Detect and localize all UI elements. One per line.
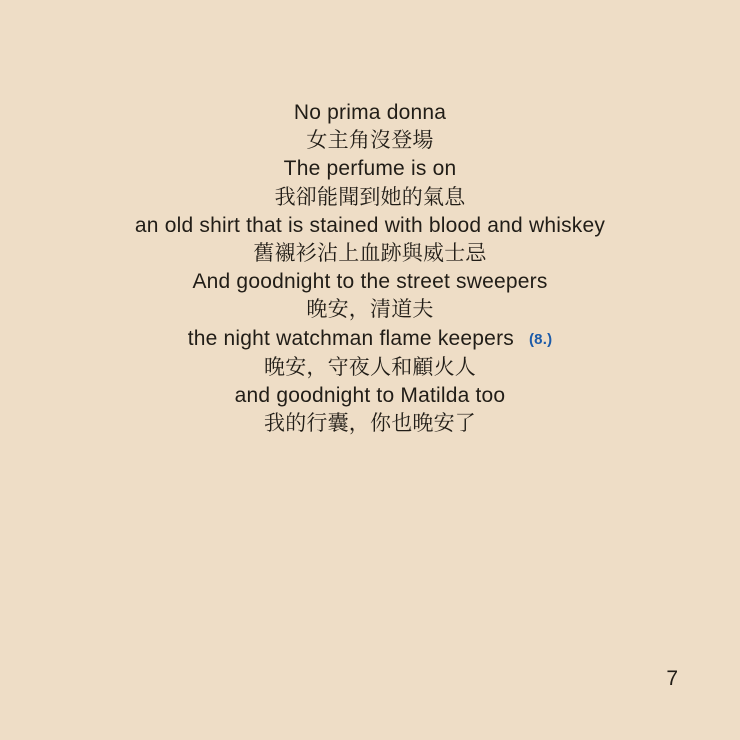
lyric-line: And goodnight to the street sweepers (192, 270, 548, 294)
lyric-line: and goodnight to Matilda too (234, 384, 506, 408)
lyric-line (0, 325, 740, 354)
lyrics-block (0, 99, 740, 438)
lyric-line-translation: 女主角沒登場 (306, 129, 434, 153)
lyric-line: an old shirt that is stained with blood and whiskey (134, 213, 606, 237)
lyric-line-translation: 舊襯衫沾上血跡與威士忌 (253, 242, 487, 266)
page-number: 7 (666, 667, 678, 690)
lyric-line: No prima donna (293, 101, 447, 124)
lyric-line-translation: 晚安，清道夫 (306, 298, 434, 322)
lyric-line-translation: 我的行囊，你也晚安了 (264, 412, 476, 436)
lyric-line-translation: 我卻能聞到她的氣息 (274, 185, 466, 209)
lyric-line: The perfume is on (283, 157, 457, 181)
segment-marker: (8.) (528, 330, 553, 348)
lyric-line-translation: 晚安，守夜人和顧火人 (264, 355, 476, 379)
lyric-line-text: the night watchman flame keepers (187, 326, 514, 350)
